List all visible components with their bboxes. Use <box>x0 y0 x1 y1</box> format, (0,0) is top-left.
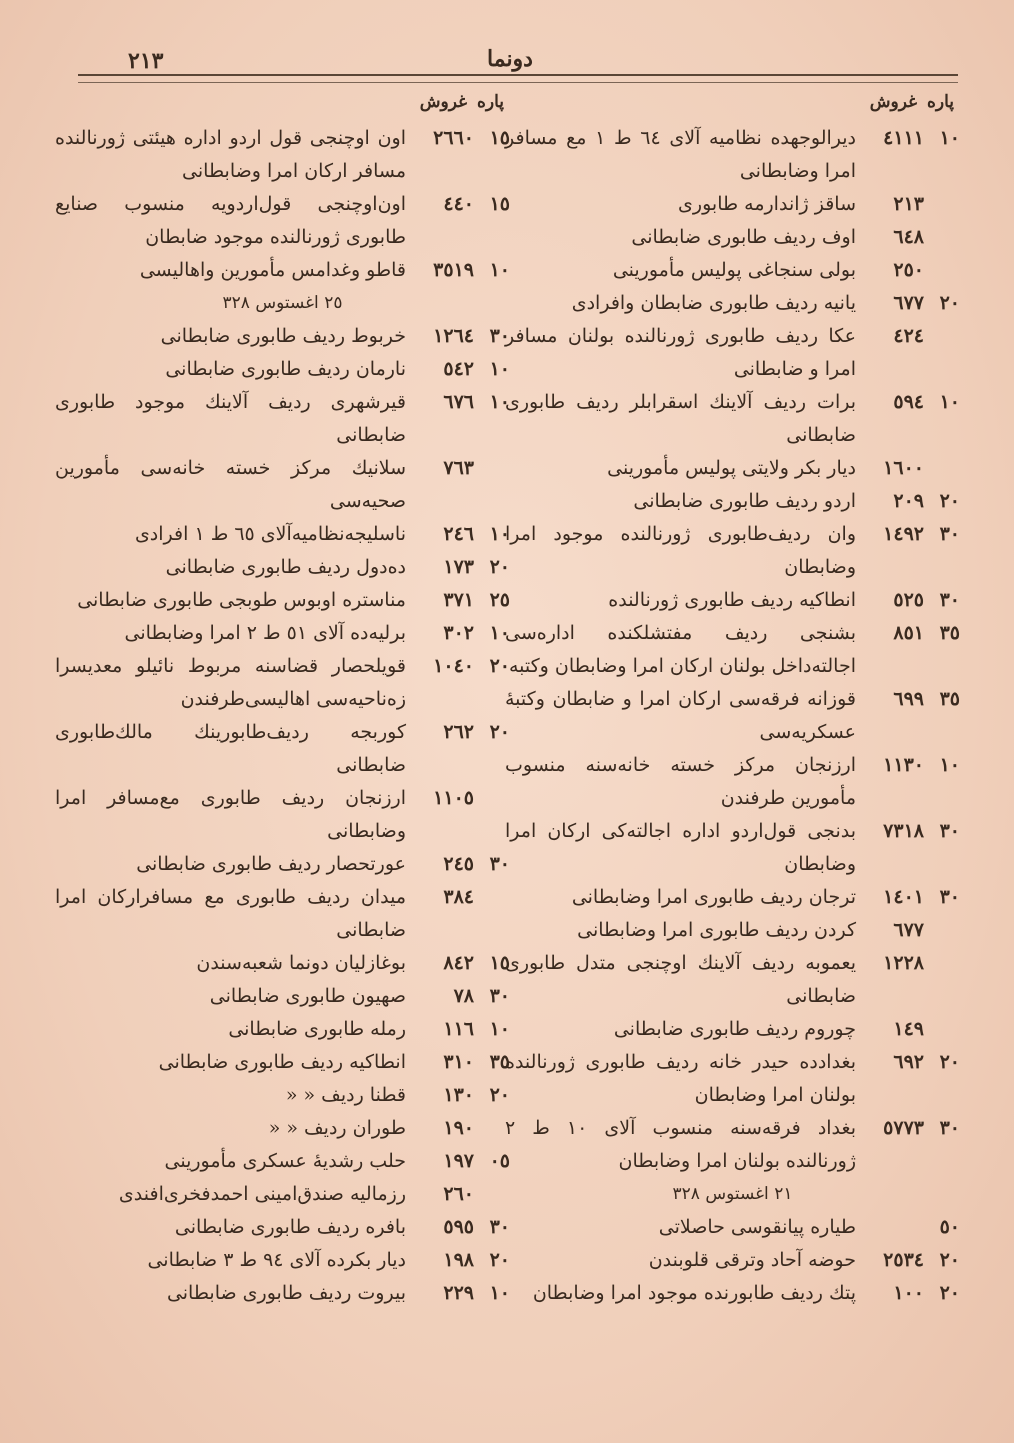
ledger-entry <box>55 122 510 188</box>
ledger-entry <box>55 1178 510 1211</box>
entry-description: عورتحصار ردیف طابوری ضابطانی <box>136 853 406 875</box>
amount-ghurush: ٣٨٤ <box>443 886 474 908</box>
amount-para: ٢٠ <box>939 1051 960 1073</box>
amount-para: ١٠ <box>489 622 510 644</box>
entry-description: بولی سنجاغی پولیس مأمورینی <box>612 259 856 281</box>
amount-ghurush: ١٩٠ <box>443 1117 474 1139</box>
head-para: پاره <box>476 92 504 112</box>
ledger-entry <box>505 122 960 188</box>
amount-ghurush: ١٩٨ <box>443 1249 474 1271</box>
amount-ghurush: ٢٥٠ <box>893 259 924 281</box>
ledger-entry <box>55 782 510 848</box>
date-line <box>55 287 510 320</box>
entry-description: بافره ردیف طابوری ضابطانی <box>174 1216 406 1238</box>
date-line <box>505 1178 960 1211</box>
entry-description: دیرالوجهده نظامیه آلای ٦٤ ط ١ مع مسافر امرا وضابطانی <box>505 127 856 182</box>
ledger-entry <box>505 683 960 749</box>
amount-ghurush: ٧٣١٨ <box>883 820 924 842</box>
amount-para: ٥٠ <box>939 1216 960 1238</box>
amount-ghurush: ٥٢٥ <box>893 589 924 611</box>
column-left-head <box>55 92 510 122</box>
entry-description: طوران ردیف « « <box>268 1117 406 1139</box>
amount-para: ١٠ <box>489 358 510 380</box>
entry-description: حلب رشدیهٔ عسکری مأمورینی <box>164 1150 406 1172</box>
entry-description: سلانیك مرکز خسته خانه‌سی مأمورین صحیه‌سی <box>55 457 406 512</box>
ledger-entry <box>55 617 510 650</box>
date-text: ٢١ اغستوس ٣٢٨ <box>672 1184 793 1204</box>
amount-ghurush: ٦٤٨ <box>893 226 924 248</box>
ledger-entry <box>505 1046 960 1112</box>
amount-para: ١٠ <box>489 259 510 281</box>
ledger-entry <box>505 1211 960 1244</box>
amount-para: ١٠ <box>489 523 510 545</box>
entry-description: پتك ردیف طابورنده موجود امرا وضابطان <box>532 1282 856 1304</box>
ledger-entry <box>55 1112 510 1145</box>
column-right-entries <box>505 122 960 1310</box>
date-text: ٢٥ اغستوس ٣٢٨ <box>222 293 343 313</box>
entry-description: اردو ردیف طابوری ضابطانی <box>633 490 856 512</box>
amount-para: ٣٠ <box>939 820 960 842</box>
amount-ghurush: ١٣٠ <box>443 1084 474 1106</box>
ledger-entry <box>55 1079 510 1112</box>
amount-para: ١٠ <box>939 127 960 149</box>
entry-description: ارزنجان مرکز خسته خانه‌سنه منسوب مأمورین طرفندن <box>505 754 856 809</box>
amount-ghurush: ٢١٣ <box>893 193 924 215</box>
entry-description: انطاکیه ردیف طابوری ژورنالنده <box>608 589 856 611</box>
ledger-entry <box>55 353 510 386</box>
ledger-entry <box>505 1277 960 1310</box>
ledger-entry <box>55 188 510 254</box>
amount-ghurush: ٥٤٢ <box>443 358 474 380</box>
amount-ghurush: ٢٦٠ <box>443 1183 474 1205</box>
ledger-entry <box>505 287 960 320</box>
ledger-entry <box>505 749 960 815</box>
amount-para: ٢٠ <box>489 556 510 578</box>
amount-ghurush: ٤٢٤ <box>893 325 924 347</box>
entry-description: قاطو وغدامس مأمورین واهالیسی <box>139 259 406 281</box>
ledger-entry <box>505 386 960 452</box>
amount-para: ٣٠ <box>489 1216 510 1238</box>
entry-description: عکا ردیف طابوری ژورنالنده بولنان مسافر امرا و ضابطانی <box>505 325 856 380</box>
entry-description: ارزنجان ردیف طابوری مع‌مسافر امرا وضابطانی <box>55 787 406 842</box>
amount-para: ٣٠ <box>939 886 960 908</box>
entry-description: اون اوچنجی قول اردو اداره هیئتی ژورنالنده مسافر ارکان امرا وضابطانی <box>55 127 406 182</box>
head-ghurush: غروش <box>869 92 917 112</box>
ledger-entry <box>505 221 960 254</box>
amount-para: ٢٠ <box>939 292 960 314</box>
entry-description: کوربجه ردیف‌طابورینك مالك‌طابوری ضابطانی <box>55 721 406 776</box>
amount-ghurush: ٢٥٣٤ <box>883 1249 924 1271</box>
amount-para: ٣٥ <box>489 1051 510 1073</box>
ledger-entry <box>505 1013 960 1046</box>
amount-para: ٣٠ <box>939 589 960 611</box>
amount-ghurush: ١١٠٥ <box>433 787 474 809</box>
amount-para: ٢٥ <box>489 589 510 611</box>
amount-ghurush: ٨٤٢ <box>443 952 474 974</box>
entry-description: قیرشهری ردیف آلاینك موجود طابوری ضابطانی <box>55 391 406 446</box>
amount-ghurush: ٨٥١ <box>893 622 924 644</box>
ledger-entry <box>55 518 510 551</box>
amount-para: ١٠ <box>939 754 960 776</box>
amount-ghurush: ٥٧٧٣ <box>883 1117 924 1139</box>
ledger-entry <box>505 584 960 617</box>
entry-description: طیاره پیانقوسی حاصلاتی <box>658 1216 856 1238</box>
entry-description: میدان ردیف طابوری مع مسافرارکان امرا ضابطانی <box>55 886 406 941</box>
ledger-entry <box>55 254 510 287</box>
amount-ghurush: ٣١٠ <box>443 1051 474 1073</box>
ledger-entry <box>55 1244 510 1277</box>
amount-para: ٢٠ <box>489 1084 510 1106</box>
entry-description: ترجان ردیف طابوری امرا وضابطانی <box>571 886 856 908</box>
entry-description: برلیه‌ده آلای ٥١ ط ٢ امرا وضابطانی <box>124 622 406 644</box>
amount-ghurush: ٦٧٦ <box>443 391 474 413</box>
amount-ghurush: ١٠٤٠ <box>433 655 474 677</box>
entry-description: برات ردیف آلاینك اسقرابلر ردیف طابوری ضابطانی <box>505 391 856 446</box>
column-left-entries <box>55 122 510 1310</box>
amount-para: ١٥ <box>489 127 510 149</box>
amount-para: ٣٠ <box>489 985 510 1007</box>
amount-ghurush: ٧٦٣ <box>443 457 474 479</box>
running-title: دونما <box>487 46 533 72</box>
head-para: پاره <box>926 92 954 112</box>
head-ghurush: غروش <box>419 92 467 112</box>
amount-ghurush: ٥٩٥ <box>443 1216 474 1238</box>
amount-para: ٠٥ <box>489 1150 510 1172</box>
ledger-entry <box>55 320 510 353</box>
amount-ghurush: ١١٦ <box>443 1018 474 1040</box>
entry-description: قوزانه فرقه‌سی ارکان امرا و ضابطان وکتبهٔ عسکریه‌سی <box>505 688 856 743</box>
entry-description: بدنجی قول‌اردو اداره اجالته‌کی ارکان امرا وضابطان <box>505 820 856 875</box>
ledger-entry <box>505 881 960 914</box>
entry-description: بشنجی ردیف مفتشلکنده اداره‌سی اجالته‌داخل بولنان ارکان امرا وضابطان وکتبه <box>505 622 856 677</box>
amount-para: ٢٠ <box>489 1249 510 1271</box>
amount-para: ٢٠ <box>489 655 510 677</box>
ledger-entry <box>505 947 960 1013</box>
amount-para: ١٠ <box>489 1018 510 1040</box>
ledger-entry <box>55 716 510 782</box>
ledger-entry <box>55 848 510 881</box>
entry-description: ده‌دول ردیف طابوری ضابطانی <box>165 556 406 578</box>
amount-ghurush: ٣٧١ <box>443 589 474 611</box>
header-rule <box>78 74 958 83</box>
column-right-head <box>505 92 960 122</box>
ledger-entry <box>505 320 960 386</box>
amount-ghurush: ١٢٢٨ <box>883 952 924 974</box>
amount-ghurush: ٢٦٦٠ <box>433 127 474 149</box>
amount-ghurush: ٣٠٢ <box>443 622 474 644</box>
amount-ghurush: ١١٣٠ <box>883 754 924 776</box>
entry-description: خربوط ردیف طابوری ضابطانی <box>160 325 406 347</box>
amount-ghurush: ٦٩٢ <box>893 1051 924 1073</box>
amount-ghurush: ١٤٠١ <box>883 886 924 908</box>
ledger-entry <box>55 881 510 947</box>
entry-description: اوف ردیف طابوری ضابطانی <box>631 226 856 248</box>
ledger-entry <box>55 1013 510 1046</box>
entry-description: اون‌اوچنجی قول‌اردویه منسوب صنایع طابوری ژورنالنده موجود ضابطان <box>55 193 406 248</box>
amount-ghurush: ٦٧٧ <box>893 292 924 314</box>
amount-para: ١٥ <box>489 952 510 974</box>
ledger-entry <box>505 815 960 881</box>
amount-ghurush: ١٢٦٤ <box>433 325 474 347</box>
ledger-entry <box>55 980 510 1013</box>
amount-ghurush: ٤٤٠ <box>443 193 474 215</box>
ledger-entry <box>55 1046 510 1079</box>
amount-ghurush: ٦٧٧ <box>893 919 924 941</box>
ledger-entry <box>505 188 960 221</box>
entry-description: یانیه ردیف طابوری ضابطان وافرادی <box>571 292 856 314</box>
amount-para: ٢٠ <box>489 721 510 743</box>
entry-description: وان ردیف‌طابوری ژورنالنده موجود امرا وضابطان <box>505 523 856 578</box>
amount-para: ٢٠ <box>939 490 960 512</box>
entry-description: حوضه آحاد وترقی قلوبندن <box>648 1249 856 1271</box>
entry-description: ناسلیجه‌نظامیه‌آلای ٦٥ ط ١ افرادی <box>134 523 406 545</box>
ledger-entry <box>55 1277 510 1310</box>
entry-description: یعموبه ردیف آلاینك اوچنجی متدل طابوری ضابطانی <box>505 952 856 1007</box>
ledger-entry <box>55 452 510 518</box>
entry-description: بوغازلیان دونما شعبه‌سندن <box>196 952 406 974</box>
amount-ghurush: ١٦٠٠ <box>883 457 924 479</box>
ledger-entry <box>505 617 960 683</box>
amount-para: ٢٠ <box>939 1249 960 1271</box>
ledger-entry <box>55 650 510 716</box>
entry-description: نارمان ردیف طابوری ضابطانی <box>165 358 406 380</box>
entry-description: چوروم ردیف طابوری ضابطانی <box>613 1018 856 1040</box>
column-left <box>55 92 510 1310</box>
amount-para: ٣٠ <box>489 853 510 875</box>
entry-description: دیار بکر ولایتی پولیس مأمورینی <box>607 457 856 479</box>
ledger-entry <box>505 1244 960 1277</box>
ledger-entry <box>55 1145 510 1178</box>
amount-ghurush: ١٩٧ <box>443 1150 474 1172</box>
ledger-entry <box>505 452 960 485</box>
ledger-entry <box>55 584 510 617</box>
amount-para: ١٠ <box>489 391 510 413</box>
ledger-entry <box>505 518 960 584</box>
amount-ghurush: ٢٤٥ <box>443 853 474 875</box>
amount-ghurush: ١٤٩ <box>893 1018 924 1040</box>
amount-ghurush: ٣٥١٩ <box>433 259 474 281</box>
ledger-entry <box>55 947 510 980</box>
entry-description: قویلحصار قضاسنه مربوط نائیلو معدیسرا زه‌ناحیه‌سی اهالیسی‌طرفندن <box>55 655 406 710</box>
amount-para: ١٠ <box>489 1282 510 1304</box>
page-number: ٢١٣ <box>128 48 164 74</box>
entry-description: بیروت ردیف طابوری ضابطانی <box>166 1282 406 1304</box>
ledger-entry <box>55 386 510 452</box>
amount-para: ٢٠ <box>939 1282 960 1304</box>
entry-description: بغدادده حیدر خانه ردیف طابوری ژورنالنده بولنان امرا وضابطان <box>505 1051 856 1106</box>
ledger-entry <box>55 551 510 584</box>
amount-para: ١٠ <box>939 391 960 413</box>
amount-ghurush: ٢٦٢ <box>443 721 474 743</box>
ledger-entry <box>505 1112 960 1178</box>
amount-ghurush: ٢٠٩ <box>893 490 924 512</box>
amount-para: ١٥ <box>489 193 510 215</box>
amount-para: ٣٥ <box>939 688 960 710</box>
amount-para: ٣٠ <box>939 523 960 545</box>
amount-para: ٣٠ <box>489 325 510 347</box>
amount-ghurush: ١٤٩٢ <box>883 523 924 545</box>
amount-ghurush: ١٠٠ <box>893 1282 924 1304</box>
entry-description: ساقز ژاندارمه طابوری <box>678 193 856 215</box>
amount-ghurush: ٥٩٤ <box>893 391 924 413</box>
ledger-entry <box>505 914 960 947</box>
entry-description: کردن ردیف طابوری امرا وضابطانی <box>577 919 856 941</box>
amount-para: ٣٥ <box>939 622 960 644</box>
entry-description: رمله طابوری ضابطانی <box>228 1018 406 1040</box>
entry-description: انطاکیه ردیف طابوری ضابطانی <box>158 1051 406 1073</box>
entry-description: مناستره اوبوس طوبجی طابوری ضابطانی <box>77 589 406 611</box>
ledger-entry <box>505 254 960 287</box>
ledger-entry <box>505 485 960 518</box>
entry-description: بغداد فرقه‌سنه منسوب آلای ١٠ ط ٢ ژورنالنده بولنان امرا وضابطان <box>505 1117 856 1172</box>
amount-ghurush: ٦٩٩ <box>893 688 924 710</box>
amount-ghurush: ٢٢٩ <box>443 1282 474 1304</box>
ledger-entry <box>55 1211 510 1244</box>
amount-ghurush: ١٧٣ <box>443 556 474 578</box>
entry-description: صهیون طابوری ضابطانی <box>209 985 406 1007</box>
entry-description: قطنا ردیف « « <box>285 1084 406 1106</box>
entry-description: دیار بکرده آلای ٩٤ ط ٣ ضابطانی <box>147 1249 406 1271</box>
amount-ghurush: ٤١١١ <box>883 127 924 149</box>
entry-description: رزمالیه صندق‌امینی احمدفخری‌افندی <box>118 1183 406 1205</box>
amount-ghurush: ٧٨ <box>453 985 474 1007</box>
amount-para: ٣٠ <box>939 1117 960 1139</box>
amount-ghurush: ٢٤٦ <box>443 523 474 545</box>
column-right <box>505 92 960 1310</box>
